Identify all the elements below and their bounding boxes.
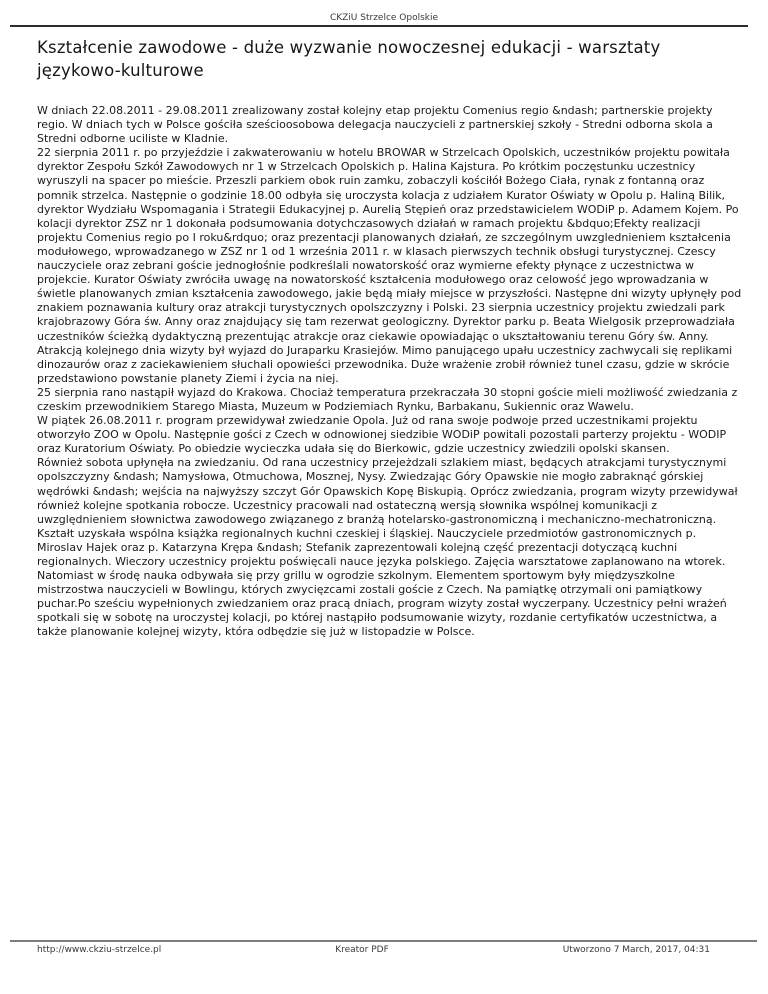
footer-url: http://www.ckziu-strzelce.pl — [37, 945, 162, 955]
footer-divider — [10, 940, 757, 942]
footer — [37, 945, 710, 956]
page-title: Kształcenie zawodowe - duże wyzwanie nowoczesnej edukacji - warsztaty językowo-kulturowe — [37, 38, 661, 80]
footer-generator: Kreator PDF — [335, 945, 389, 955]
header-divider — [10, 25, 748, 27]
body-paragraph: W dniach 22.08.2011 - 29.08.2011 zrealizowany został kolejny etap projektu Comenius regio &ndash; partnerskie projekty regio. W dniach tych w Polsce gościła sześcioosobowa delegacja nauczycieli z partnerskiej szkoły - Stredni odborna skola a Stredni odborne uciliste w Kladnie. — [37, 104, 713, 146]
body-paragraph: Również sobota upłynęła na zwiedzaniu. Od rana uczestnicy przejeżdzali szlakiem miast, będących atrakcjami turystycznymi opolszczyzny &ndash; Namysłowa, Otmuchowa, Mosznej, Nysy. Zwiedzając Góry Opawskie nie mogło zabraknąć górskiej wędrówki &ndash; wejścia na najwyższy szczyt Gór Opawskich Kopę Biskupią. Oprócz zwiedzania, program wizyty przewidywał również kolejne spotkania robocze. Uczestnicy pracowali nad ostateczną wersją słownika wspólnej komunikacji z uwzględnieniem słownictwa zawodowego związanego z branżą hotelarsko-gastronomiczną i mechaniczno-mechatroniczną. Kształt uzyskała wspólna książka regionalnych kuchni czeskiej i śląskiej. Nauczyciele przedmiotów gastronomicznych p. Miroslav Hajek oraz p. Katarzyna Krępa &ndash; Stefanik zaprezentowali kolejną część prezentacji dotyczącą kuchni regionalnych. Wieczory uczestnicy projektu poświęcali nauce języka polskiego. Zajęcia warsztatowe zaplanowano na wtorek. Natomiast w środę nauka odbywała się przy grillu w ogrodzie szkolnym. Elementem sportowym były międzyszkolne mistrzostwa nauczycieli w Bowlingu, których zwycięzcami zostali goście z Czech. Na pamiątkę otrzymali oni pamiątkowy puchar.Po sześciu wypełnionych zwiedzaniem oraz pracą dniach, program wizyty został wyczerpany. Uczestnicy pełni wrażeń spotkali się w sobotę na uroczystej kolacji, po której nastąpiło podsumowanie wizyty, rozdanie certyfikatów uczestnictwa, a także planowanie kolejnej wizyty, która odbędzie się już w listopadzie w Polsce. — [37, 456, 738, 639]
body-paragraph: W piątek 26.08.2011 r. program przewidywał zwiedzanie Opola. Już od rana swoje podwoje przed uczestnikami projektu otworzyło ZOO w Opolu. Następnie gości z Czech w odnowionej siedzibie WODiP powitali pozostali parterzy projektu - WODIP oraz Kuratorium Oświaty. Po obiedzie wycieczka udała się do Bierkowic, gdzie uczestnicy zwiedzili opolski skansen. — [37, 414, 727, 456]
body-paragraph: 25 sierpnia rano nastąpił wyjazd do Krakowa. Chociaż temperatura przekraczała 30 stopni goście mieli możliwość zwiedzania z czeskim przewodnikiem Starego Miasta, Muzeum w Podziemiach Rynku, Barbakanu, Sukiennic oraz Wawelu. — [37, 385, 738, 413]
site-header-title: CKZiU Strzelce Opolskie — [329, 13, 439, 23]
body-paragraph: 22 sierpnia 2011 r. po przyjeździe i zakwaterowaniu w hotelu BROWAR w Strzelcach Opolskich, uczestników projektu powitała dyrektor Zespołu Szkół Zawodowych nr 1 w Strzelcach Opolskich p. Halina Kajstura. Po krótkim poczęstunku uczestnicy wyruszyli na spacer po mieście. Przeszli parkiem obok ruin zamku, zobaczyli kościłół Bożego Ciała, rynak z fontanną oraz pomnik strzelca. Następnie o godzinie 18.00 odbyła się uroczysta kolacja z udziałem Kurator Oświaty w Opolu p. Haliną Bilik, dyrektor Wydziału Wspomagania i Strategii Edukacyjnej p. Aurelią Stępień oraz przedstawicielem WODiP p. Adamem Kojem. Po kolacji dyrektor ZSZ nr 1 dokonała podsumowania dotychczasowych działań w ramach projektu &bdquo;Efekty realizacji projektu Comenius regio po I roku&rdquo; oraz prezentacji planowanych działań, ze szczególnym uwzglednieniem kształcenia modułowego, wprowadzanego w ZSZ nr 1 od 1 września 2011 r. w klasach pierwszych technik obsługi turystycznej. Czescy nauczyciele oraz zebrani goście jednogłośnie podkreślali nowatorskość oraz wymierne efekty płynące z uczestnictwa w projekcie. Kurator Oświaty zwróciła uwagę na nowatorskość kształcenia modułowego oraz celowość jego wprowadzania w świetle planowanych zmian kształcenia zawodowego, jakie będą miały miejsce w przyszłości. Następne dni wizyty upłynęły pod znakiem poznawania kultury oraz atrakcji turystycznych opolszczyzny i Polski. 23 sierpnia uczestnicy projektu zwiedzali park krajobrazowy Góra św. Anny oraz znajdujący się tam rezerwat geologiczny. Dyrektor parku p. Beata Wielgosik przeprowadziała uczestników ścieżką dydaktyczną prezentując atrakcje oraz ciekawie opowiadając o ukształtowaniu terenu Góry św. Anny. — [37, 146, 742, 343]
body-paragraph: Atrakcją kolejnego dnia wizyty był wyjazd do Juraparku Krasiejów. Mimo panującego upału uczestnicy zachwycali się replikami dinozaurów oraz z zaciekawieniem słuchali opowieści przewodnika. Duże wrażenie zrobił również tunel czasu, gdzie w skrócie przedstawiono powstanie planety Ziemi i życia na niej. — [37, 343, 733, 385]
footer-created-timestamp: Utworzono 7 March, 2017, 04:31 — [562, 945, 710, 955]
article-body — [37, 104, 743, 640]
